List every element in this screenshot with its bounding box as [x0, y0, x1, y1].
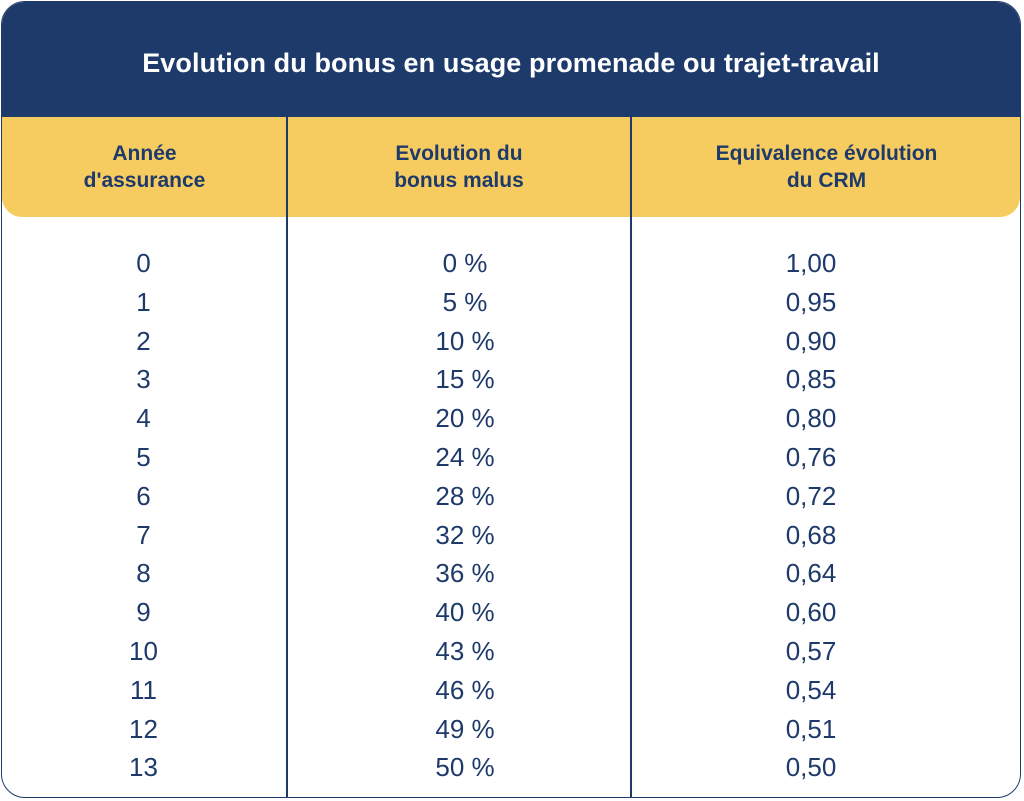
- cell-bonus: 24 %: [435, 441, 495, 472]
- cell-bonus: 20 %: [435, 403, 495, 434]
- table-row: [2, 244, 1020, 283]
- cell-crm: 0,72: [785, 480, 837, 511]
- cell-annee: 12: [129, 713, 158, 744]
- table-row: [2, 632, 1020, 671]
- table-row: [2, 477, 1020, 516]
- cell-annee: 6: [136, 480, 151, 511]
- cell-crm: 0,51: [785, 713, 837, 744]
- cell-bonus: 28 %: [435, 480, 495, 511]
- cell-crm: 0,90: [785, 325, 837, 356]
- cell-bonus: 46 %: [435, 674, 495, 705]
- cell-crm: 1,00: [785, 248, 837, 278]
- cell-bonus: 5 %: [442, 286, 488, 317]
- cell-bonus: 43 %: [435, 635, 495, 666]
- cell-crm: 0,80: [785, 403, 837, 434]
- cell-annee: 13: [129, 752, 158, 783]
- cell-annee: 3: [136, 364, 151, 395]
- header-annee-assurance: Année d'assurance: [83, 142, 206, 192]
- cell-crm: 0,50: [785, 752, 837, 783]
- cell-crm: 0,95: [785, 286, 837, 317]
- table-row: [2, 554, 1020, 593]
- cell-crm: 0,85: [785, 364, 837, 395]
- cell-crm: 0,68: [785, 519, 837, 550]
- header-equivalence-crm: Equivalence évolution du CRM: [715, 142, 938, 192]
- cell-bonus: 32 %: [435, 519, 495, 550]
- cell-annee: 10: [129, 635, 158, 666]
- cell-bonus: 0 %: [442, 248, 488, 278]
- table-row: [2, 360, 1020, 399]
- cell-annee: 1: [136, 286, 151, 317]
- cell-bonus: 50 %: [435, 752, 495, 783]
- table-row: [2, 748, 1020, 787]
- cell-annee: 2: [136, 325, 151, 356]
- cell-bonus: 36 %: [435, 558, 495, 589]
- cell-annee: 5: [136, 441, 151, 472]
- cell-bonus: 15 %: [435, 364, 495, 395]
- header-evolution-bonus-malus: Evolution du bonus malus: [394, 142, 524, 192]
- table-row: [2, 710, 1020, 749]
- table-row: [2, 399, 1020, 438]
- table-row: [2, 322, 1020, 361]
- table-row: [2, 671, 1020, 710]
- cell-crm: 0,76: [785, 441, 837, 472]
- cell-crm: 0,54: [785, 674, 837, 705]
- cell-annee: 8: [136, 558, 151, 589]
- cell-annee: 4: [136, 403, 151, 434]
- table-row: [2, 438, 1020, 477]
- cell-annee: 9: [136, 597, 151, 628]
- table-title: Evolution du bonus en usage promenade ou trajet-travail: [142, 48, 880, 78]
- cell-crm: 0,64: [785, 558, 837, 589]
- cell-crm: 0,57: [785, 635, 837, 666]
- cell-bonus: 10 %: [435, 325, 495, 356]
- table-title-bar: [2, 2, 1020, 117]
- cell-crm: 0,60: [785, 597, 837, 628]
- table-row: [2, 593, 1020, 632]
- table-row: [2, 516, 1020, 555]
- cell-annee: 11: [130, 674, 157, 705]
- cell-annee: 7: [136, 519, 151, 550]
- table-row: [2, 283, 1020, 322]
- table-body: [2, 244, 1020, 787]
- cell-bonus: 49 %: [435, 713, 495, 744]
- bonus-table-card: [1, 1, 1021, 798]
- cell-bonus: 40 %: [435, 597, 495, 628]
- cell-annee: 0: [136, 248, 151, 278]
- table-header-row: [2, 117, 1020, 217]
